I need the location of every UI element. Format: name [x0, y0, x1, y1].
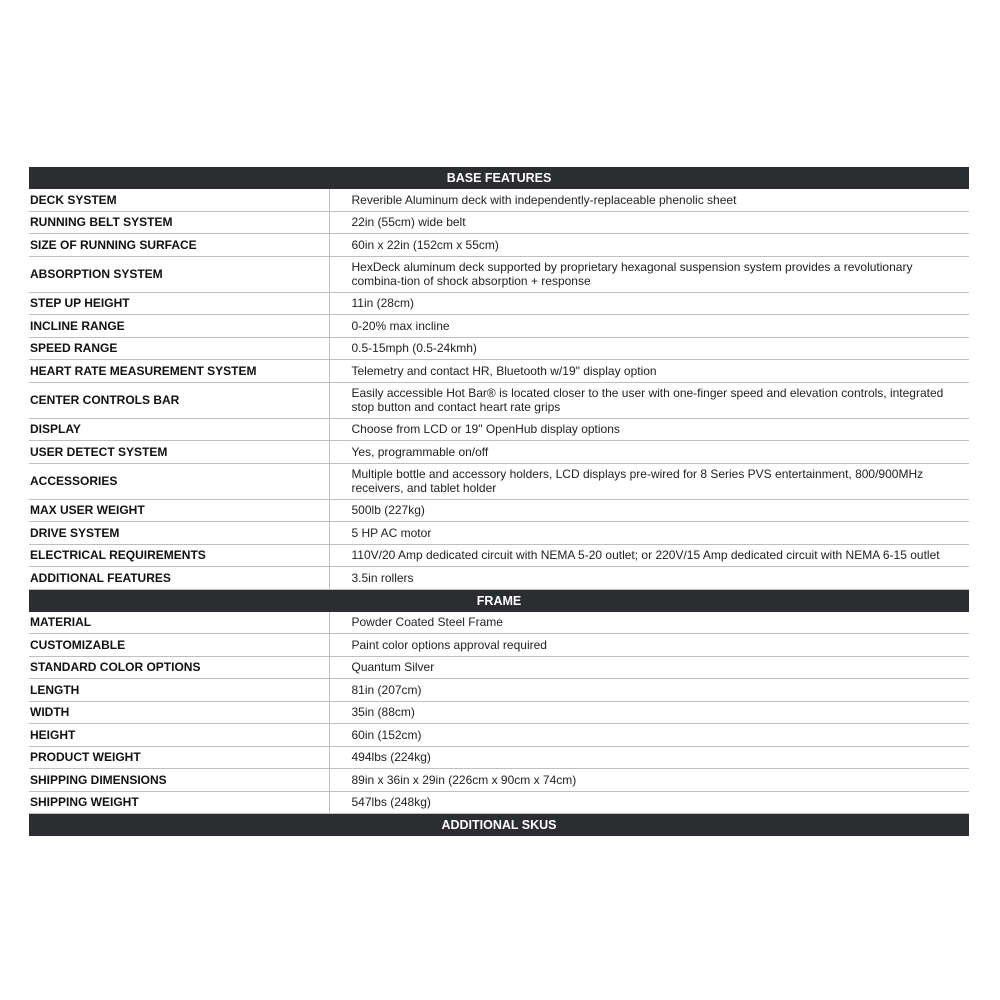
row-value: 3.5in rollers — [329, 567, 969, 590]
row-value: Multiple bottle and accessory holders, LCD displays pre-wired for 8 Series PVS entertainment, 800/900MHz receivers, and tablet holder — [329, 463, 969, 499]
row-value: Choose from LCD or 19" OpenHub display options — [329, 418, 969, 441]
row-label: SIZE OF RUNNING SURFACE — [29, 234, 329, 257]
row-label: ADDITIONAL FEATURES — [29, 567, 329, 590]
table-row — [29, 701, 969, 724]
table-row — [29, 567, 969, 590]
row-value: 547lbs (248kg) — [329, 791, 969, 814]
row-value: Paint color options approval required — [329, 634, 969, 657]
table-row — [29, 746, 969, 769]
row-label: USER DETECT SYSTEM — [29, 441, 329, 464]
table-row — [29, 769, 969, 792]
section-header-base-features — [29, 167, 969, 190]
row-value: Yes, programmable on/off — [329, 441, 969, 464]
table-row — [29, 679, 969, 702]
table-row — [29, 382, 969, 418]
row-label: SPEED RANGE — [29, 337, 329, 360]
row-label: CENTER CONTROLS BAR — [29, 382, 329, 418]
row-label: HEIGHT — [29, 724, 329, 747]
table-row — [29, 360, 969, 383]
row-label: STANDARD COLOR OPTIONS — [29, 656, 329, 679]
row-label: CUSTOMIZABLE — [29, 634, 329, 657]
table-row — [29, 315, 969, 338]
row-value: 500lb (227kg) — [329, 499, 969, 522]
table-row — [29, 441, 969, 464]
row-label: MAX USER WEIGHT — [29, 499, 329, 522]
table-row — [29, 522, 969, 545]
section-title: BASE FEATURES — [29, 167, 969, 190]
row-label: INCLINE RANGE — [29, 315, 329, 338]
table-row — [29, 544, 969, 567]
row-value: Quantum Silver — [329, 656, 969, 679]
table-row — [29, 256, 969, 292]
row-value: 0-20% max incline — [329, 315, 969, 338]
row-value: 5 HP AC motor — [329, 522, 969, 545]
row-value: 11in (28cm) — [329, 292, 969, 315]
row-label: RUNNING BELT SYSTEM — [29, 211, 329, 234]
table-row — [29, 463, 969, 499]
row-value: 0.5-15mph (0.5-24kmh) — [329, 337, 969, 360]
row-label: STEP UP HEIGHT — [29, 292, 329, 315]
row-label: ABSORPTION SYSTEM — [29, 256, 329, 292]
section-title: ADDITIONAL SKUS — [29, 814, 969, 837]
row-label: SHIPPING WEIGHT — [29, 791, 329, 814]
row-value: 110V/20 Amp dedicated circuit with NEMA 5-20 outlet; or 220V/15 Amp dedicated circuit with NEMA 6-15 outlet — [329, 544, 969, 567]
section-title: FRAME — [29, 589, 969, 612]
row-label: ELECTRICAL REQUIREMENTS — [29, 544, 329, 567]
row-label: DRIVE SYSTEM — [29, 522, 329, 545]
table-row — [29, 337, 969, 360]
row-label: DISPLAY — [29, 418, 329, 441]
table-row — [29, 234, 969, 257]
row-label: MATERIAL — [29, 612, 329, 634]
row-label: ACCESSORIES — [29, 463, 329, 499]
table-row — [29, 499, 969, 522]
row-value: 494lbs (224kg) — [329, 746, 969, 769]
spec-table — [29, 166, 969, 836]
row-value: 60in (152cm) — [329, 724, 969, 747]
table-row — [29, 292, 969, 315]
table-row — [29, 634, 969, 657]
row-label: PRODUCT WEIGHT — [29, 746, 329, 769]
row-value: Reverible Aluminum deck with independently-replaceable phenolic sheet — [329, 189, 969, 211]
row-label: HEART RATE MEASUREMENT SYSTEM — [29, 360, 329, 383]
row-value: 89in x 36in x 29in (226cm x 90cm x 74cm) — [329, 769, 969, 792]
row-label: SHIPPING DIMENSIONS — [29, 769, 329, 792]
table-row — [29, 612, 969, 634]
row-label: WIDTH — [29, 701, 329, 724]
row-value: HexDeck aluminum deck supported by proprietary hexagonal suspension system provides a revolutionary combina-tion of shock absorption + response — [329, 256, 969, 292]
row-label: LENGTH — [29, 679, 329, 702]
section-header-additional-skus — [29, 814, 969, 837]
row-value: 81in (207cm) — [329, 679, 969, 702]
row-value: 35in (88cm) — [329, 701, 969, 724]
table-row — [29, 418, 969, 441]
row-value: 22in (55cm) wide belt — [329, 211, 969, 234]
table-row — [29, 211, 969, 234]
table-row — [29, 189, 969, 211]
table-row — [29, 724, 969, 747]
row-value: Powder Coated Steel Frame — [329, 612, 969, 634]
row-value: Easily accessible Hot Bar® is located closer to the user with one-finger speed and elevation controls, integrated stop button and contact heart rate grips — [329, 382, 969, 418]
row-value: 60in x 22in (152cm x 55cm) — [329, 234, 969, 257]
row-value: Telemetry and contact HR, Bluetooth w/19" display option — [329, 360, 969, 383]
table-row — [29, 791, 969, 814]
row-label: DECK SYSTEM — [29, 189, 329, 211]
section-header-frame — [29, 589, 969, 612]
table-row — [29, 656, 969, 679]
